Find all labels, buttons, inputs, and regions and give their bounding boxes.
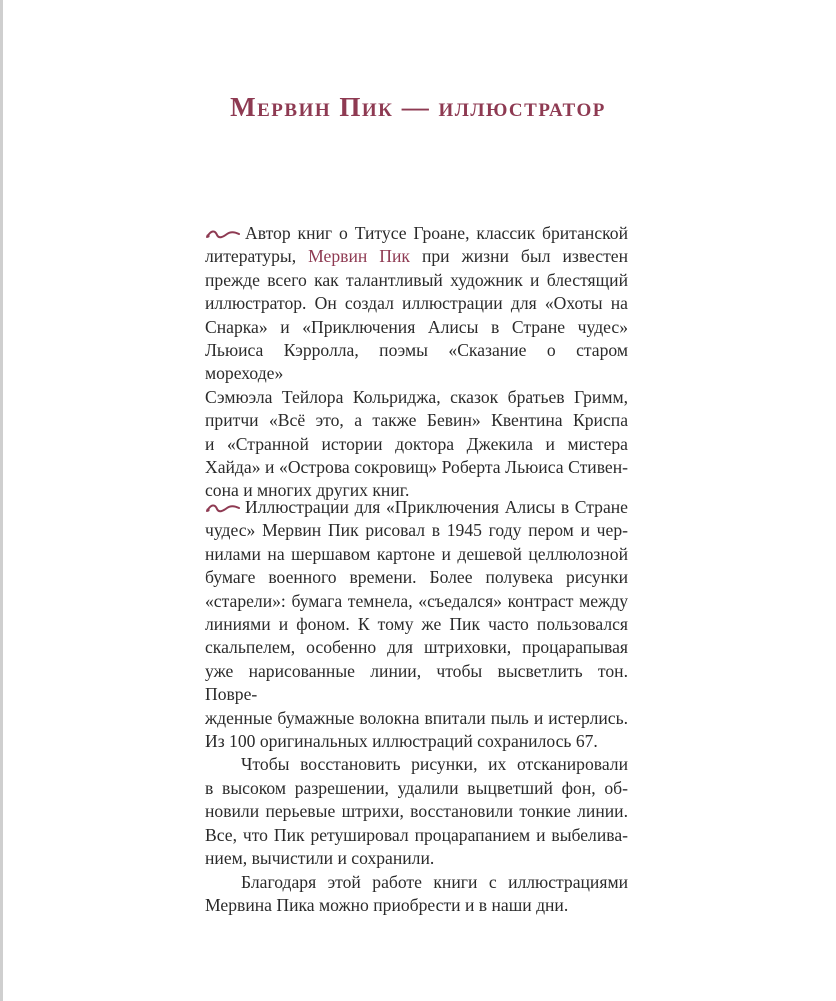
text-line: уже нарисованные линии, чтобы высветлить тон. Повре- <box>205 660 628 705</box>
text-line: нием, вычистили и сохранили. <box>205 848 435 869</box>
text-line: Из 100 оригинальных иллюстраций сохранилось 67. <box>205 731 598 752</box>
swash-ornament-icon <box>205 500 241 514</box>
text-line: жденные бумажные волокна впитали пыль и истерлись. <box>205 707 628 728</box>
text-line: и «Странной истории доктора Джекила и мистера <box>205 433 628 454</box>
paragraph-author <box>205 222 628 503</box>
text-line: притчи «Всё это, а также Бевин» Квентина Криспа <box>205 410 628 431</box>
text-line: литературы, Мервин Пик при жизни был известен <box>205 246 628 267</box>
text-line: бумаге военного времени. Более полувека рисунки <box>205 567 628 588</box>
text-line: Мервина Пика можно приобрести и в наши дни. <box>205 894 569 915</box>
text-line: Хайда» и «Острова сокровищ» Роберта Льюиса Стивен- <box>205 457 628 478</box>
text-line: Чтобы восстановить рисунки, их отсканировали <box>241 754 628 775</box>
text-line: скальпелем, особенно для штриховки, процарапывая <box>205 637 628 658</box>
text-line: Снарка» и «Приключения Алисы в Стране чудес» Льюиса Кэрролла, поэмы «Сказание о старом мореходе» <box>205 316 628 384</box>
text-line: сона и многих других книг. <box>205 480 410 501</box>
text-line: «старели»: бумага темнела, «съедался» контраст между <box>205 590 628 611</box>
author-name-highlight: Мервин Пик <box>308 246 410 267</box>
text-line: Сэмюэла Тейлора Кольриджа, сказок братьев Гримм, <box>205 386 628 407</box>
text-line: Благодаря этой работе книги с иллюстрациями <box>241 871 628 892</box>
text-line: новили перьевые штрихи, восстановили тонкие линии. <box>205 801 628 822</box>
page-title: Мервин Пик — иллюстратор <box>230 92 606 123</box>
text-line: прежде всего как талантливый художник и блестящий <box>205 269 628 290</box>
paragraph-illustrations <box>205 496 628 917</box>
text-line: нилами на шершавом картоне и дешевой целлюлозной <box>205 543 628 564</box>
text-line: Все, что Пик ретушировал процарапанием и выбелива- <box>205 824 628 845</box>
text-line: иллюстратор. Он создал иллюстрации для «Охоты на <box>205 293 628 314</box>
text-line: линиями и фоном. К тому же Пик часто пользовался <box>205 614 628 635</box>
text-line: чудес» Мервин Пик рисовал в 1945 году пером и чер- <box>205 520 628 541</box>
swash-ornament-icon <box>205 226 241 240</box>
text-line: в высоком разрешении, удалили выцветший фон, об- <box>205 777 628 798</box>
text-line: Иллюстрации для «Приключения Алисы в Стране <box>205 496 628 519</box>
text-line: Автор книг о Титусе Гроане, классик британской <box>205 222 628 245</box>
page-edge-rule <box>0 0 3 1001</box>
